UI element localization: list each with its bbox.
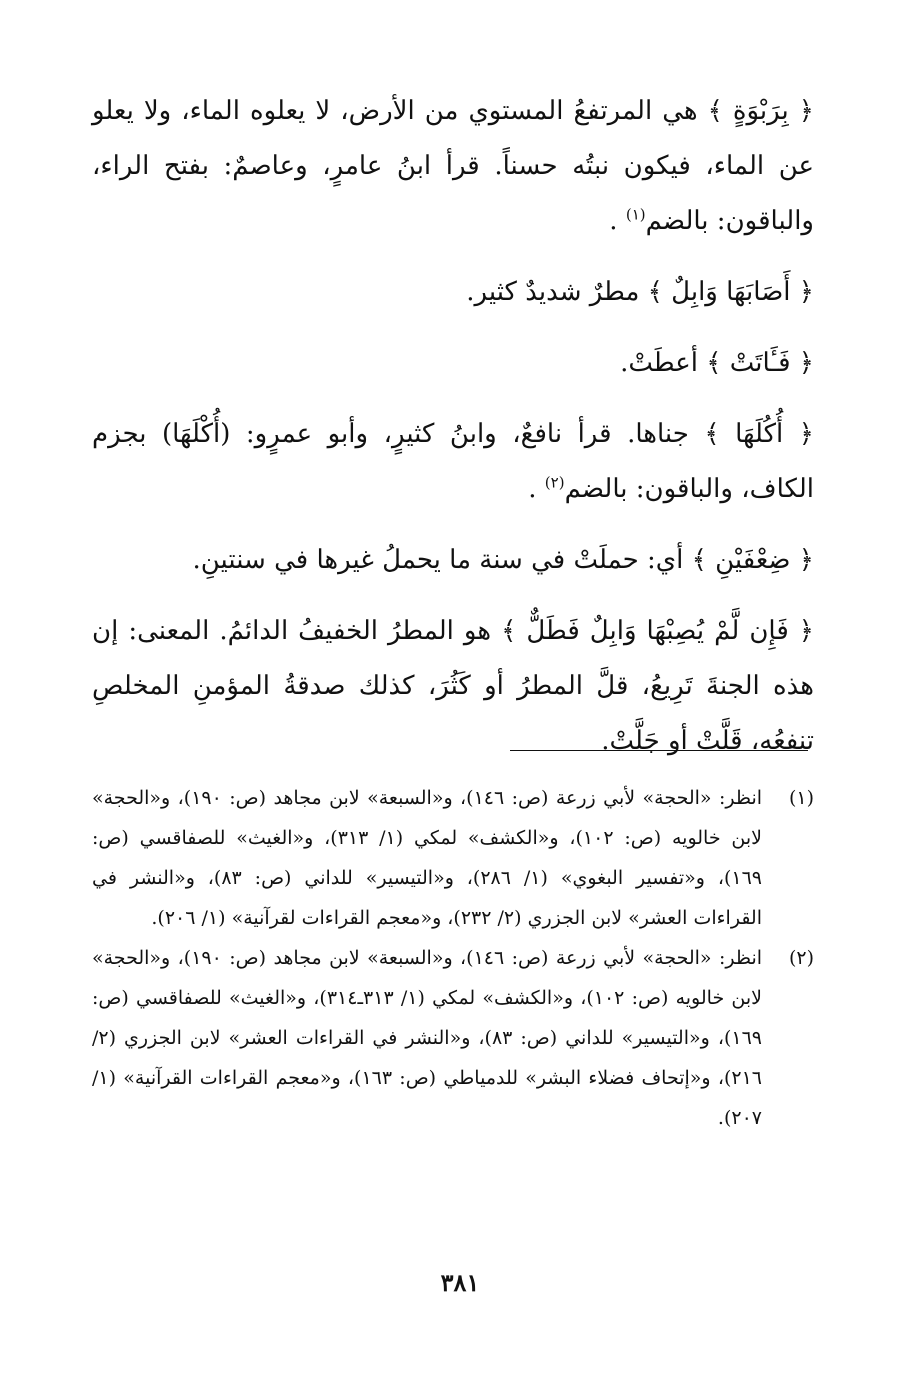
sentence-end: .	[609, 206, 618, 236]
footnote-text: انظر: «الحجة» لأبي زرعة (ص: ١٤٦)، و«السبعة» لابن مجاهد (ص: ١٩٠)، و«الحجة» لابن خالويه (ص: ١٠٢)، و«الكشف» لمكي (١/ ٣١٣ـ٣١٤)، و«الغيث» للصفاقسي (ص: ١٦٩)، و«التيسير» للداني (ص: ٨٣)، و«النشر في القراءات العشر» لابن الجزري (٢/ ٢١٦)، و«إتحاف فضلاء البشر» للدمياطي (ص: ١٦٣)، و«معجم القراءات القرآنية» (١/ ٢٠٧).	[92, 947, 763, 1129]
footnote-1	[92, 778, 814, 938]
footnote-separator	[510, 750, 808, 751]
footnote-number: (١)	[788, 787, 814, 809]
footnote-text: انظر: «الحجة» لأبي زرعة (ص: ١٤٦)، و«السبعة» لابن مجاهد (ص: ١٩٠)، و«الحجة» لابن خالويه (ص: ١٠٢)، و«الكشف» لمكي (١/ ٣١٣)، و«الغيث» للصفاقسي (ص: ١٦٩)، و«تفسير البغوي» (١/ ٢٨٦)، و«التيسير» للداني (ص: ٨٣)، و«النشر في القراءات العشر» لابن الجزري (٢/ ٢٣٢)، و«معجم القراءات لقرآنية» (١/ ٢٠٦).	[92, 787, 763, 929]
paragraph-text: جناها. قرأ نافعٌ، وابنُ كثيرٍ، وأبو عمرٍو: (أُكْلَهَا) بجزم الكاف، والباقون: بالضم	[92, 419, 814, 504]
footnote-ref-2[interactable]: (٢)	[544, 473, 565, 492]
footnote-2	[92, 938, 814, 1138]
main-text	[92, 84, 814, 785]
quran-quote: ﴿ أَصَابَهَا وَابِلٌ ﴾	[647, 277, 814, 307]
paragraph-difayn	[92, 533, 814, 588]
quran-quote: ﴿ بِرَبْوَةٍ ﴾	[707, 96, 814, 126]
footnote-number: (٢)	[788, 947, 814, 969]
quran-quote: ﴿ أُكُلَهَا ﴾	[704, 419, 814, 449]
sentence-end: .	[528, 474, 537, 504]
quran-quote: ﴿ فَإِن لَّمْ يُصِبْهَا وَابِلٌ فَطَلٌّ ﴾	[501, 616, 815, 646]
paragraph-tall	[92, 604, 814, 769]
paragraph-text: أعطَتْ.	[620, 348, 698, 378]
paragraph-text: أي: حملَتْ في سنة ما يحملُ غيرها في سنتينِ.	[192, 545, 684, 575]
quran-quote: ﴿ ضِعْفَيْنِ ﴾	[691, 545, 814, 575]
paragraph-atat	[92, 336, 814, 391]
paragraph-text: هي المرتفعُ المستوي من الأرض، لا يعلوه الماء، ولا يعلو عن الماء، فيكون نبتُه حسناً. قرأ ابنُ عامرٍ، وعاصمٌ: بفتح الراء، والباقون: بالضم	[92, 96, 814, 236]
paragraph-ukulaha	[92, 407, 814, 517]
footnote-ref-1[interactable]: (١)	[625, 205, 646, 224]
paragraph-text: مطرٌ شديدٌ كثير.	[466, 277, 640, 307]
footnotes	[92, 778, 814, 1138]
paragraph-rabwa	[92, 84, 814, 249]
paragraph-text: هو المطرُ الخفيفُ الدائمُ. المعنى: إن هذه الجنةَ تَرِيعُ، قلَّ المطرُ أو كَثُرَ، كذلك صدقةُ المؤمنِ المخلصِ تنفعُه، قَلَّتْ أو جَلَّتْ.	[92, 616, 814, 756]
paragraph-wabil	[92, 265, 814, 320]
page-number: ٣٨١	[440, 1268, 480, 1297]
quran-quote: ﴿ فَـَٔاتَتْ ﴾	[706, 348, 814, 378]
